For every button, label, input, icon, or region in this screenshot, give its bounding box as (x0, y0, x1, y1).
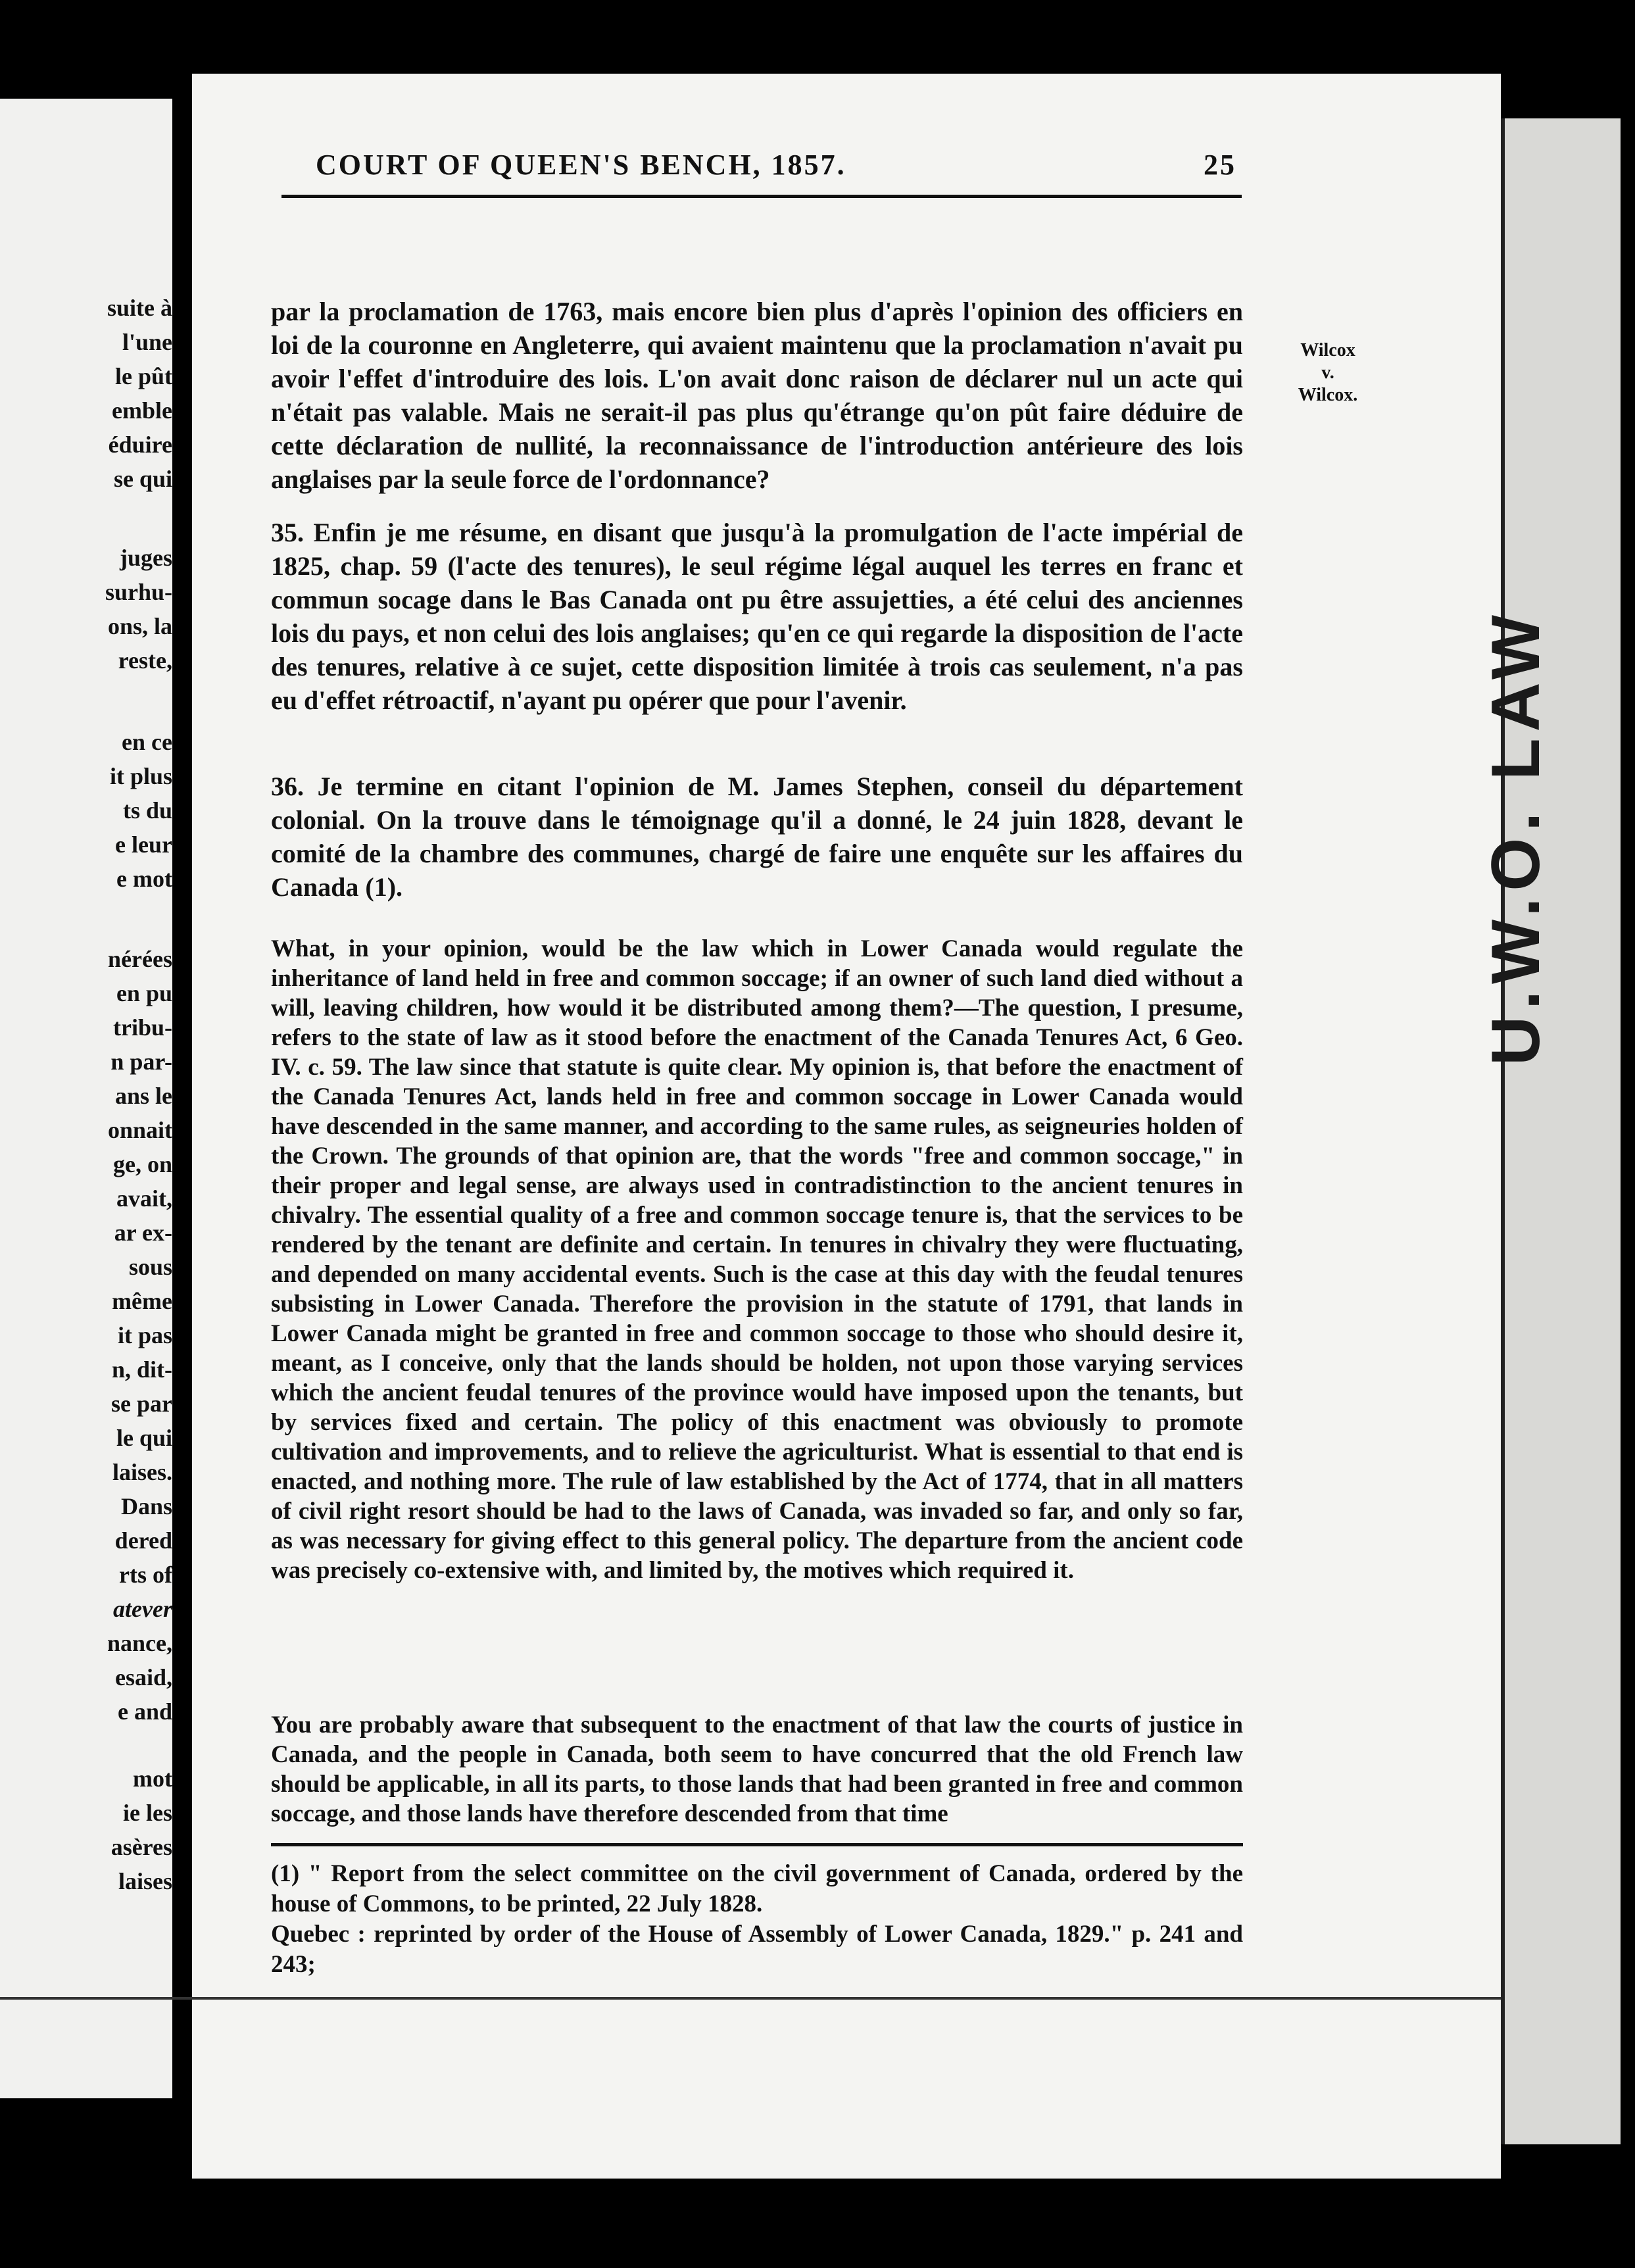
library-stamp: U.W.O. LAW (1478, 608, 1554, 1066)
left-text-fragment: se qui (113, 466, 172, 492)
footnote-line: Quebec : reprinted by order of the House of Assembly of Lower Canada, 1829." p. 241 and 243; (271, 1921, 1243, 1978)
left-text-fragment: l'une (122, 329, 172, 355)
left-text-fragment: le qui (116, 1425, 172, 1451)
header-rule (281, 195, 1242, 198)
left-text-fragment: sous (128, 1254, 172, 1280)
footnote-line: (1) " Report from the select committee on the civil government of Canada, ordered by the house of Commons, to be printed, 22 July 1828. (271, 1860, 1243, 1917)
left-text-fragment: ans le (114, 1083, 172, 1109)
page-edge-strip (1501, 118, 1621, 2144)
left-text-fragment: mot (133, 1765, 172, 1792)
left-text-fragment: nance, (107, 1630, 172, 1656)
margin-note-line: Wilcox (1300, 340, 1355, 360)
left-text-fragment: e mot (116, 866, 172, 892)
left-text-fragment: e and (117, 1698, 172, 1725)
left-text-fragment: se par (111, 1391, 172, 1417)
paragraph-36: 36. Je termine en citant l'opinion de M. James Stephen, conseil du département colonial. On la trouve dans le témoignage qu'il a donné, le 24 juin 1828, devant le comité de la chambre des communes, chargé de faire une enquête sur les affaires du Canada (1). (271, 772, 1243, 902)
paragraph-35: 35. Enfin je me résume, en disant que jusqu'à la promulgation de l'acte impérial de 1825, chap. 59 (l'acte des tenures), le seul régime légal auquel les terres en franc et commun socage dans le Bas Canada ont pu être assujetties, a été celui des anciennes lois du pays, et non celui des lois anglaises; qu'en ce qui regarde la disposition de l'acte des tenures, relative à ce sujet, cette disposition limitée à trois cas seulement, n'a pas eu d'effet rétroactif, n'ayant pu opérer que pour l'avenir. (271, 518, 1243, 715)
facing-page-fragment (0, 99, 172, 2098)
left-text-fragment: dered (114, 1527, 172, 1554)
left-text-fragment: même (112, 1288, 172, 1314)
running-header (316, 145, 1236, 184)
header-title: COURT OF QUEEN'S BENCH, 1857. (316, 148, 846, 181)
left-text-fragment: en pu (116, 980, 172, 1006)
left-text-fragment: juges (120, 545, 172, 571)
footnote-rule (271, 1843, 1243, 1846)
left-text-fragment: ge, on (113, 1151, 172, 1177)
left-text-fragment: asères (110, 1834, 172, 1860)
left-text-fragment: surhu- (105, 579, 172, 605)
footnote (271, 1859, 1243, 1980)
left-text-fragment: ts du (122, 797, 172, 824)
case-margin-note (1272, 339, 1384, 407)
left-text-fragment: laises (118, 1868, 172, 1894)
quoted-testimony: What, in your opinion, would be the law which in Lower Canada would regulate the inheritance of land held in free and common soccage; if an owner of such land died without a will, leaving children, how would it be distributed among them?—The question, I presume, refers to the state of law as it stood before the enactment of the Canada Tenures Act, 6 Geo. IV. c. 59. The law since that statute is quite clear. My opinion is, that before the enactment of the Canada Tenures Act, lands held in free and common soccage in Lower Canada would have descended in the same manner, and according to the same rules, as seigneuries holden of the Crown. The grounds of that opinion are, that the words "free and common soccage," in their proper and legal sense, are always used in contradistinction to the ancient tenures in chivalry. The essential quality of a free and common soccage tenure is, that the services to be rendered by the tenant are definite and certain. In tenures in chivalry they were fluctuating, and depended on many accidental events. Such is the case at this day with the feudal tenures subsisting in Lower Canada. Therefore the provision in the statute of 1791, that lands in Lower Canada might be granted in free and common soccage to those who should desire it, meant, as I conceive, only that the lands should be holden, not upon those varying services which the ancient feudal tenures of the province would have imposed upon the tenants, but by services fixed and certain. The policy of this enactment was obviously to promote cultivation and improvements, and to relieve the agriculturist. What is essential to that end is enacted, and nothing more. The rule of law established by the Act of 1774, that in all matters of civil right resort should be had to the laws of Canada, was invaded so far, and only so far, as was necessary for giving effect to this general policy. The departure from the ancient code was precisely co-extensive with, and limited by, the motives which required it. (271, 935, 1243, 1584)
left-text-fragment: Dans (120, 1493, 172, 1519)
left-text-fragment: n par- (110, 1048, 172, 1075)
left-text-fragment: laises. (112, 1459, 172, 1485)
left-text-fragment: tribu- (113, 1014, 172, 1041)
left-text-fragment: le pût (114, 363, 172, 389)
left-text-fragment: reste, (118, 647, 172, 674)
left-text-fragment: ar ex- (114, 1220, 172, 1246)
paragraph-34-cont: par la proclamation de 1763, mais encore bien plus d'après l'opinion des officiers en loi de la couronne en Angleterre, qui avaient maintenu que la proclamation n'avait pu avoir l'effet d'introduire des lois. L'on avait donc raison de déclarer nul un acte qui n'était pas valable. Mais ne serait-il pas plus qu'étrange qu'on pût faire déduire de cette déclaration de nullité, la reconnaissance de l'introduction antérieure des lois anglaises par la seule force de l'ordonnance? (271, 297, 1243, 494)
left-text-fragment: emble (112, 397, 172, 424)
left-text-fragment: ie les (123, 1800, 172, 1826)
left-text-fragment: it pas (117, 1322, 172, 1348)
margin-note-line: v. (1321, 362, 1334, 383)
left-text-fragment: suite à (107, 295, 172, 321)
margin-note-line: Wilcox. (1298, 385, 1358, 405)
left-text-fragment: rts of (119, 1562, 172, 1588)
left-text-fragment: en ce (122, 729, 172, 755)
left-text-fragment: e leur (115, 831, 172, 858)
quoted-testimony-cont: You are probably aware that subsequent to the enactment of that law the courts of justice in Canada, and the people in Canada, both seem to have concurred that the old French law should be applicable, in all its parts, to those lands that had been granted in free and common soccage, and those lands have therefore descended from that time (271, 1712, 1243, 1827)
left-text-fragment: nérées (108, 946, 172, 972)
left-text-fragment: atever (113, 1596, 172, 1622)
left-text-fragment: ons, la (107, 613, 172, 639)
left-text-fragment: it plus (109, 763, 172, 789)
left-text-fragment: avait, (116, 1185, 172, 1212)
page-number: 25 (1204, 148, 1236, 181)
left-text-fragment: n, dit- (111, 1356, 172, 1383)
left-text-fragment: onnait (107, 1117, 172, 1143)
left-text-fragment: éduire (108, 431, 172, 458)
left-text-fragment: esaid, (114, 1664, 172, 1690)
scan-bottom-rule (0, 1997, 1501, 2000)
